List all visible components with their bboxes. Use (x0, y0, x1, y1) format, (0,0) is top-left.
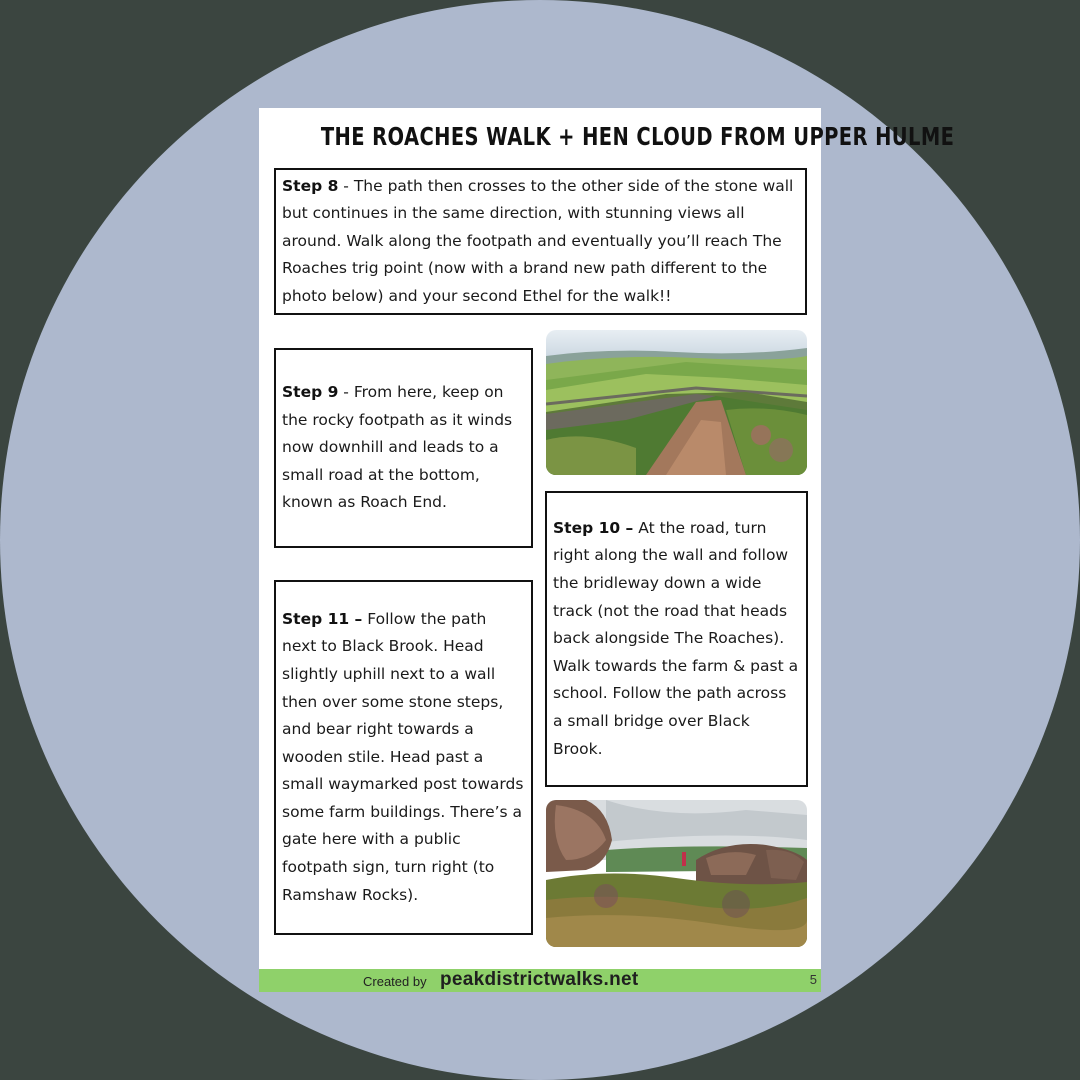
step-11-box (274, 580, 533, 935)
document-page (259, 108, 955, 992)
step-10-label: Step 10 – (553, 518, 634, 537)
page-number: 5 (809, 972, 817, 987)
step-11-text: Follow the path next to Black Brook. Head slightly uphill next to a wall then over some stone steps, and bear right towards a wooden stile. Head past a small waymarked post towards some farm buildings. There’s a gate here with a public footpath sign, turn right (to Ramshaw Rocks). (282, 609, 524, 904)
step-9-text: From here, keep on the rocky footpath as it winds now downhill and leads to a small road at the bottom, known as Roach End. (282, 383, 513, 512)
step-8-text: The path then crosses to the other side of the stone wall but continues in the same direction, with stunning views all around. Walk along the footpath and eventually you’ll reach The Roaches trig point (now with a brand new path different to the photo below) and your second Ethel for the walk!! (282, 176, 794, 305)
step-10-text: At the road, turn right along the wall and follow the bridleway down a wide track (not the road that heads back alongside The Roaches). Walk towards the farm & past a school. Follow the path across a small bridge over Black Brook. (553, 518, 799, 758)
step-8-box (274, 168, 807, 315)
step-9-box (274, 348, 533, 548)
footer-bar (259, 969, 821, 992)
footpath-photo (546, 330, 807, 475)
created-by-label: Created by (363, 974, 427, 989)
page-title: THE ROACHES WALK + HEN CLOUD FROM UPPER HULME (320, 122, 955, 151)
step-9-label: Step 9 (282, 383, 339, 402)
rocks-photo (546, 800, 807, 947)
step-10-box (545, 491, 808, 787)
step-10-paragraph (553, 515, 800, 763)
step-8-label: Step 8 (282, 176, 339, 195)
site-credit: peakdistrictwalks.net (440, 969, 639, 990)
step-11-label: Step 11 – (282, 609, 363, 628)
step-9-paragraph: Step 9 - From here, keep on the rocky footpath as it winds now downhill and leads to a small road at the bottom, known as Roach End. (282, 383, 513, 512)
step-11-paragraph (282, 606, 525, 910)
step-8-paragraph: Step 8 - The path then crosses to the other side of the stone wall but continues in the same direction, with stunning views all around. Walk along the footpath and eventually you’ll reach The Roaches trig point (now with a brand new path different to the photo below) and your second Ethel for the walk!! (282, 176, 794, 305)
